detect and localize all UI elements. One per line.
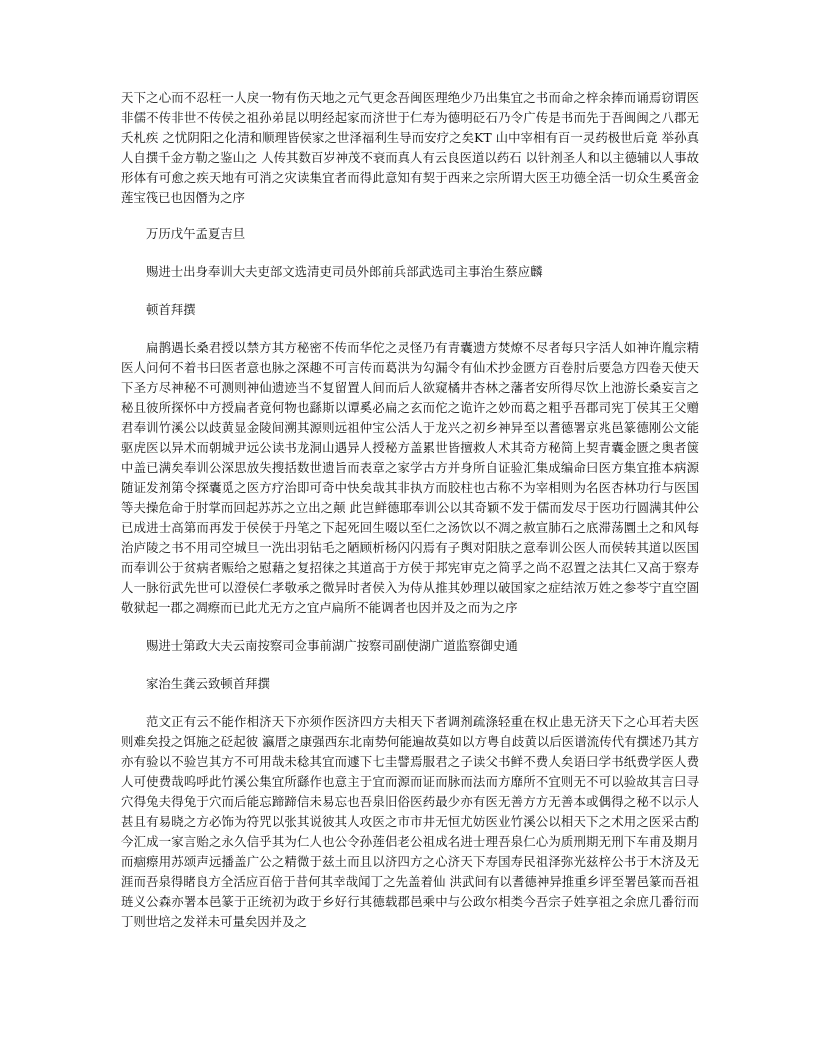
- author-2-title: 赐进士第政大夫云南按察司佥事前湖广按察司副使湖广道监察御史通: [146, 638, 518, 653]
- document-page: [121, 88, 699, 932]
- preface-closing-paragraph: 天下之心而不忍枉一人戾一物有伤天地之元气更念吾闽医理绝少乃出集宜之书而命之梓余捧而诵焉窃谓医非儒不传非世不传侯之祖孙弟昆以明经起家而济世于仁寿为德明砭石乃令广传是书而先于吾闽闽之八郡无夭札疾 之忧阴阳之化清和顺理皆侯家之世泽福利生导而安疗之矣KT 山中宰相有百一灵药极世后竟 举孙真人自撰千金方勒之鉴山之 人传其数百岁神茂不衰而真人有云良医道以药石 以针剂圣人和以主德辅以人事故形体有可愈之疾天地有可消之灾读集宜者而得此意知有契于西来之宗所谓大医王功德全活一切众生奚啻金莲宝筏已也因僭为之序: [121, 90, 699, 205]
- author-2-signature: 家治生龚云致顿首拜撰: [146, 676, 270, 691]
- preface-date: 万历戊午孟夏吉旦: [146, 226, 246, 241]
- author-1-title: 赐进士出身奉训大夫吏部文选清吏司员外郎前兵部武选司主事治生蔡应麟: [146, 264, 543, 279]
- second-preface-paragraph: 扁鹊遇长桑君授以禁方其方秘密不传而华佗之灵怪乃有青囊遗方焚燎不尽者每只字活人如神许胤宗精医人问何不着书曰医者意也脉之深趣不可言传而葛洪为勾漏令有仙术抄金匮方百卷肘后要急方四卷天使天下圣方尽神秘不可测则神仙遗迹当不复留置人间而后人欲窥橘井杏林之藩者安所得尽饮上池游长桑妄言之秘且彼所探怀中方授扁者竟何物也繇斯以谭奚必扁之玄而佗之诡许之妙而葛之粗乎吾郡司宪丁侯其王父赠君奉训竹溪公以歧黄显金陵间溯其源则远祖仲宝公活人于龙兴之初乡神异至以耆德署京兆邑篆德刚公文能驱虎医以异术而朝城尹远公读书龙洞山遇异人授秘方盖累世皆擅救人术其奇方秘简上契青囊金匮之奥者箧中盖已满矣奉训公深思放失搜括数世遗旨而表章之家学古方并身所自证验汇集成编命曰医方集宜推本病源随证发剂第令探囊觅之医方疗治即可奇中快矣哉其非执方而胶柱也古称不为宰相则为名医杏林功行与医国等夫操危命于肘掌而回起苏苏之立出之颠 此岂鲜德耶奉训公以其奇颖不发于儒而发尽于医功行圆满其仲公已成进士高第而再发于侯侯于丹笔之下起死回生啜以至仁之汤饮以不凋之赦宣肺石之底滞荡圜土之和风每治庐陵之书不用司空城旦一洗出羽钻毛之陋顾析杨闪闪焉有子舆对阳肤之意奉训公医人而侯转其道以医国而奉训公于贫病者赈给之慰藉之复招徕之其道高于方侯于邦宪审克之简孚之尚不忍置之法其仁又高于察寿人一脉衍武先世可以澄侯仁孝敬承之微异时者侯入为侍从推其妙理以破国家之症结浓万姓之参苓宁直空圄敬狱起一郡之凋瘵而已此尤无方之宜卢扁所不能调者也因并及之而为之序: [121, 340, 699, 615]
- third-preface-paragraph: 范文正有云不能作相济天下亦须作医济四方夫相天下者调剂疏涤轻重在权止患无济天下之心耳若夫医则难矣投之饵施之砭起彼 瀛厝之康强西东北南势何能遍故莫如以方粤自歧黄以后医谱流传代有撰述乃其方亦有验以不验岂其方不可用哉未稔其宜而遽下七圭譬焉服君之子读父书鲜不费人矣语曰学书纸费学医人费人可使费哉呜呼此竹溪公集宜所繇作也意主于宜而源而证而脉而法而方靡所不宜则无不可以验故其言曰寻穴得兔夫得兔于穴而后能忘蹄蹄信未易忘也吾泉旧俗医药最少亦有医无善方方无善本或偶得之秘不以示人甚且有易晓之方必饰为符咒以张其说彼其人攻医之市市井无恒尤妨医业竹溪公以相天下之术用之医采古酌今汇成一家言贻之永久信乎其为仁人也公令孙莲侣老公祖成名进士理吾泉仁心为质刑期无刑下车甫及期月而痼瘵用苏颂声远播盖广公之精微于兹土而且以济四方之心济天下寿国寿民祖泽弥光兹梓公书于木济及无涯而吾泉得睹良方全活应百倍于昔何其幸哉闻丁之先盖着仙 洪武间有以耆德神异推重乡评至署邑篆而吾祖琏义公森亦署本邑篆于正统初为政于乡好行其德载郡邑乘中与公政尔相类今吾宗子姓享祖之余庶几番衍而丁则世培之发祥未可量矣因并及之: [121, 714, 699, 929]
- author-1-signature: 顿首拜撰: [146, 302, 196, 317]
